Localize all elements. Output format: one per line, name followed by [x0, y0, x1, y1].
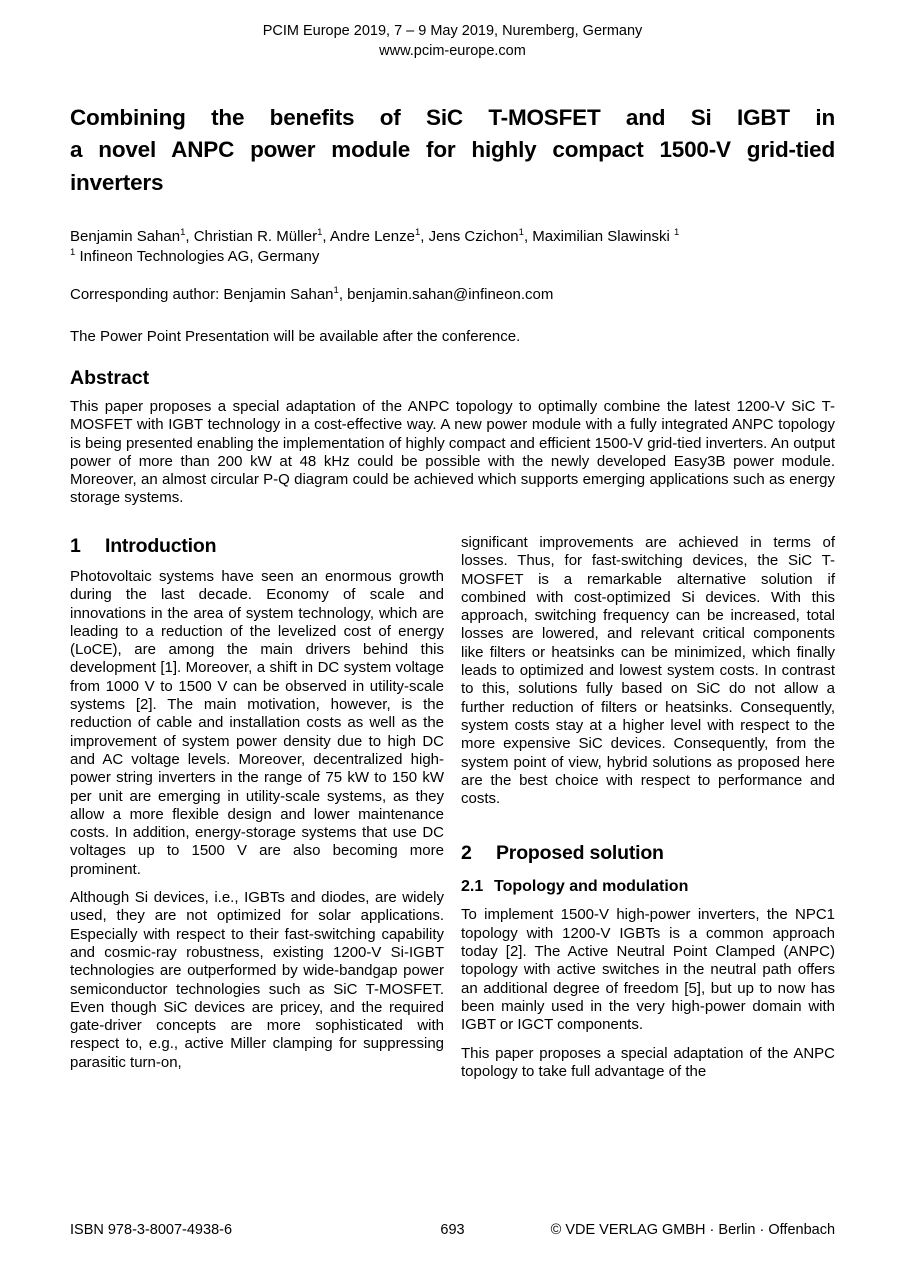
- paper-title: [70, 102, 835, 199]
- authors-block: [70, 227, 835, 267]
- section-2-1-title: Topology and modulation: [494, 878, 689, 896]
- intro-paragraph-2: Although Si devices, i.e., IGBTs and diodes, are widely used, they are not optimized for solar applications. Especially with respect to their fast-switching capability and cosmic-ray robustness, existing 1200-V Si-IGBT technologies are outperformed by wide-bandgap power semiconductor technologies such as SiC T-MOSFET. Even though SiC devices are pricey, and the required gate-driver concepts are more sophisticated with respect to, e.g., active Miller clamping for suppressing parasitic turn-on,: [70, 889, 444, 1071]
- footer-isbn: ISBN 978-3-8007-4938-6: [70, 1222, 233, 1238]
- conference-header-line: PCIM Europe 2019, 7 – 9 May 2019, Nuremberg, Germany: [262, 23, 643, 39]
- footer-publisher: © VDE VERLAG GMBH · Berlin · Offenbach: [550, 1222, 836, 1238]
- section-2-title: Proposed solution: [496, 842, 664, 865]
- affiliation-mark: 1: [70, 247, 76, 258]
- author-affiliation-mark: 1: [673, 227, 680, 238]
- conference-url: www.pcim-europe.com: [379, 43, 526, 59]
- author-name: , Christian R. Müller: [185, 228, 318, 245]
- section-2-1-number: 2.1: [461, 878, 484, 896]
- topology-paragraph-1: To implement 1500-V high-power inverters, the NPC1 topology with 1200-V IGBTs is a common approach today [2]. The Active Neutral Point Clamped (ANPC) topology with active switches in the neutral path offers an additional degree of freedom [5], but up to now has been mainly used in the very high-power domain with IGBT or IGCT components.: [461, 906, 835, 1034]
- section-1-heading: [70, 534, 444, 558]
- corresponding-prefix: Corresponding author: Benjamin Sahan: [70, 286, 334, 303]
- intro-paragraph-continued: significant improvements are achieved in terms of losses. Thus, for fast-switching devices, the SiC T-MOSFET is a remarkable alternative solution if combined with cost-optimized Si devices. With this approach, switching frequency can be increased, total losses are lowered, and relevant critical components like filters or heatsinks can be minimized, which finally leads to optimized and lowest system costs. In contrast to this, solutions fully based on SiC do not allow a further reduction of filters or heatsinks. Consequently, system costs stay at a higher level with respect to the more expensive SiC devices. Consequently, from the system point of view, hybrid solutions as proposed here are the best choice with respect to performance and costs.: [461, 534, 835, 808]
- intro-paragraph-1: Photovoltaic systems have seen an enormous growth during the last decade. Economy of scale and innovations in the area of system technology, which are leading to a reduction of the levelized cost of energy (LoCE), are among the main drivers behind this development [1]. Moreover, a shift in DC system voltage from 1000 V to 1500 V can be observed in utility-scale systems [2]. The main motivation, however, is the reduction of cable and installation costs as well as the improvement of system power density due to high DC and AC voltage levels. Moreover, decentralized high-power string inverters in the range of 75 kW to 150 kW per unit are emerging in utility-scale systems, as they allow a more flexible design and lower maintenance costs. In addition, energy-storage systems that use DC voltages up to 1500 V are also becoming more prominent.: [70, 568, 444, 878]
- author-name: , Andre Lenze: [322, 228, 415, 245]
- corresponding-author-line: [70, 285, 835, 305]
- authors-line: [70, 227, 835, 247]
- presentation-note: The Power Point Presentation will be available after the conference.: [70, 328, 521, 345]
- section-2-heading: [461, 841, 835, 865]
- abstract-heading: Abstract: [70, 367, 150, 389]
- author-affiliation-mark: 1: [518, 227, 524, 238]
- affiliation-text: Infineon Technologies AG, Germany: [75, 248, 320, 265]
- section-2-number: 2: [461, 842, 472, 865]
- left-column: [70, 534, 444, 1081]
- author-name: , Maximilian Slawinski: [523, 228, 674, 245]
- right-column: [461, 534, 835, 1081]
- paper-title-line-1: Combining the benefits of SiC T-MOSFET and Si IGBT in: [70, 105, 835, 130]
- author-affiliation-mark: 1: [180, 227, 186, 238]
- abstract-text: This paper proposes a special adaptation of the ANPC topology to optimally combine the latest 1200-V SiC T-MOSFET with IGBT technology in a cost-effective way. A new power module with a fully integrated ANPC topology is being presented enabling the implementation of highly compact and efficient 1500-V grid-tied inverters. An output power of more than 200 kW at 48 kHz could be possible with the newly developed Easy3B power module. Moreover, an almost circular P-Q diagram could be achieved which supports emerging applications such as energy storage systems.: [70, 398, 835, 507]
- author-name: , Jens Czichon: [420, 228, 519, 245]
- topology-paragraph-2: This paper proposes a special adaptation of the ANPC topology to take full advantage of the: [461, 1044, 835, 1080]
- footer-page-number: 693: [440, 1222, 465, 1238]
- corresponding-email: , benjamin.sahan@infineon.com: [338, 286, 554, 303]
- section-1-number: 1: [70, 535, 81, 557]
- section-2-1-heading: [461, 877, 835, 897]
- page-footer: [70, 1222, 835, 1239]
- author-name: Benjamin Sahan: [70, 228, 181, 245]
- paper-title-line-2: a novel ANPC power module for highly compact 1500-V grid-tied: [70, 137, 835, 163]
- conference-header: [0, 21, 905, 61]
- affiliation-line: [70, 247, 835, 267]
- paper-title-line-3: inverters: [70, 169, 164, 195]
- author-affiliation-mark: 1: [414, 227, 421, 238]
- corresponding-affiliation-mark: 1: [333, 285, 339, 296]
- section-1-title: Introduction: [105, 535, 217, 557]
- author-affiliation-mark: 1: [317, 227, 323, 238]
- two-column-body: [70, 534, 835, 1081]
